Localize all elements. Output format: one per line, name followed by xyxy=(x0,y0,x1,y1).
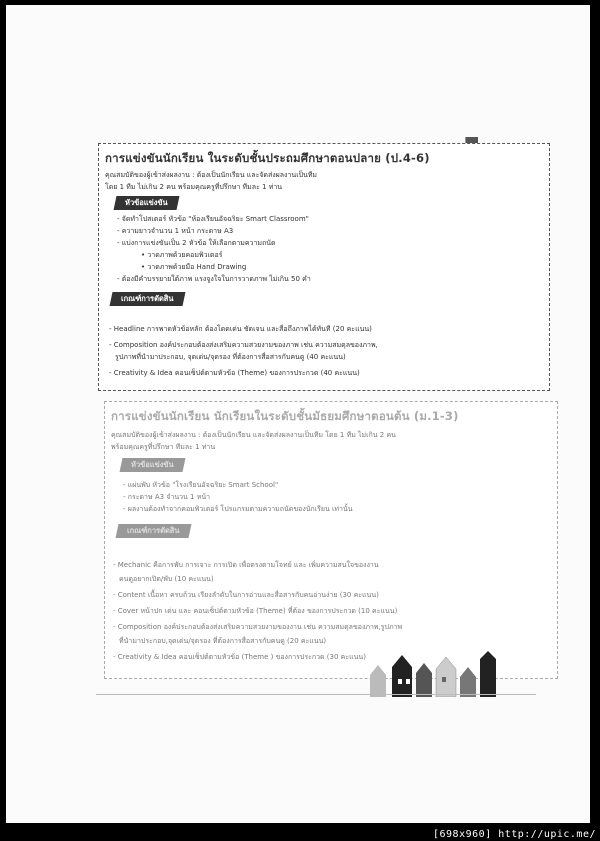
primary-rule-item: - ความยาวจำนวน 1 หน้า กระดาษ A3 xyxy=(117,227,234,235)
primary-qualification-line: โดย 1 ทีม ไม่เกิน 2 คน พร้อมคุณครูที่ปรึกษา ทีมละ 1 ท่าน xyxy=(105,183,283,191)
secondary-criteria-item: - Content เนื้อหา ครบถ้วน เรียงลำดับในการอ่านและสื่อสารกับคนอ่านง่าย (30 คะแนน) xyxy=(113,591,379,599)
primary-criteria-tag xyxy=(110,292,185,306)
secondary-topic-tag-label: หัวข้อแข่งขัน xyxy=(131,460,174,469)
secondary-criteria-item: - Creativity & Idea คอนเซ็ปต์ตามหัวข้อ (Theme ) ของการประกวด (30 คะแนน) xyxy=(113,653,366,661)
primary-title: การแข่งขันนักเรียน ในระดับชั้นประถมศึกษาตอนปลาย (ป.4-6) xyxy=(105,151,430,165)
image-host-footer: [698x960] http://upic.me/ xyxy=(432,829,596,840)
primary-criteria-item: - Headline การพาดหัวข้อหลัก ต้องโดดเด่น ชัดเจน และสื่อถึงภาพได้ทันที (20 คะแนน) xyxy=(109,325,372,333)
secondary-criteria-item: ที่นำมาประกอบ,จุดเด่น/จุดรอง ที่ต้องการสื่อสารกับคนดู (20 คะแนน) xyxy=(119,637,327,645)
secondary-criteria-item: - Composition องค์ประกอบต้องส่งเสริมความสวยงามของงาน เช่น ความสมดุลของภาพ,รูปภาพ xyxy=(113,623,403,631)
secondary-criteria-tag xyxy=(116,524,191,538)
primary-criteria-item: รูปภาพที่นำมาประกอบ, จุดเด่น/จุดรอง ที่ต้องการสื่อสารกับคนดู (40 คะแนน) xyxy=(115,353,346,361)
secondary-qualification-line: พร้อมคุณครูที่ปรึกษา ทีมละ 1 ท่าน xyxy=(111,443,216,451)
secondary-title: การแข่งขันนักเรียน นักเรียนในระดับชั้นมัธยมศึกษาตอนต้น (ม.1-3) xyxy=(111,409,459,423)
bottom-rule xyxy=(96,694,536,695)
secondary-criteria-item: - Cover หน้าปก เด่น และ คอนเซ็ปต์ตามหัวข้อ (Theme) ที่ต้อง ของการประกวด (10 คะแนน) xyxy=(113,607,398,615)
houses-decoration-icon xyxy=(362,649,502,697)
document-page xyxy=(6,5,590,823)
secondary-competition-box xyxy=(104,401,558,679)
secondary-rule-item: - แผ่นพับ หัวข้อ "โรงเรียนอัจฉริยะ Smart School" xyxy=(123,481,279,489)
primary-topic-tag-label: หัวข้อแข่งขัน xyxy=(125,198,168,207)
primary-rule-item: • วาดภาพด้วยมือ Hand Drawing xyxy=(141,263,247,271)
primary-rule-item: - จัดทำโปสเตอร์ หัวข้อ "ห้องเรียนอัจฉริยะ Smart Classroom" xyxy=(117,215,309,223)
primary-rule-item: - ต้องมีคำบรรยายใต้ภาพ แรงจูงใจในการวาดภาพ ไม่เกิน 50 คำ xyxy=(117,275,311,283)
secondary-topic-tag xyxy=(120,458,186,472)
primary-rule-item: • วาดภาพด้วยคอมพิวเตอร์ xyxy=(141,251,223,259)
primary-rule-item: - แบ่งการแข่งขันเป็น 2 หัวข้อ ให้เลือกตามความถนัด xyxy=(117,239,276,247)
secondary-rule-item: - กระดาษ A3 จำนวน 1 หน้า xyxy=(123,493,211,501)
primary-topic-tag xyxy=(114,196,180,210)
secondary-criteria-item: คนดูอยากเปิด/พับ (10 คะแนน) xyxy=(119,575,214,583)
primary-qualification-line: คุณสมบัติของผู้เข้าส่งผลงาน : ต้องเป็นนักเรียน และจัดส่งผลงานเป็นทีม xyxy=(105,171,318,179)
primary-competition-box xyxy=(98,143,550,391)
secondary-qualification-line: คุณสมบัติของผู้เข้าส่งผลงาน : ต้องเป็นนักเรียน และจัดส่งผลงานเป็นทีม โดย 1 ทีม ไม่เกิน 2 คน xyxy=(111,431,396,439)
secondary-rule-item: - ผลงานต้องทำจากคอมพิวเตอร์ โปรแกรมตามความถนัดของนักเรียน เท่านั้น xyxy=(123,505,353,513)
primary-criteria-tag-label: เกณฑ์การตัดสิน xyxy=(121,294,174,303)
secondary-criteria-item: - Mechanic คือการพับ การเจาะ การเปิด เพื่อตรงตามโจทย์ และ เพิ่มความสนใจของงาน xyxy=(113,561,379,569)
secondary-criteria-tag-label: เกณฑ์การตัดสิน xyxy=(127,526,180,535)
primary-criteria-item: - Composition องค์ประกอบต้องส่งเสริมความสวยงามของภาพ เช่น ความสมดุลของภาพ, xyxy=(109,341,378,349)
primary-criteria-item: - Creativity & Idea คอนเซ็ปต์ตามหัวข้อ (Theme) ของการประกวด (40 คะแนน) xyxy=(109,369,360,377)
